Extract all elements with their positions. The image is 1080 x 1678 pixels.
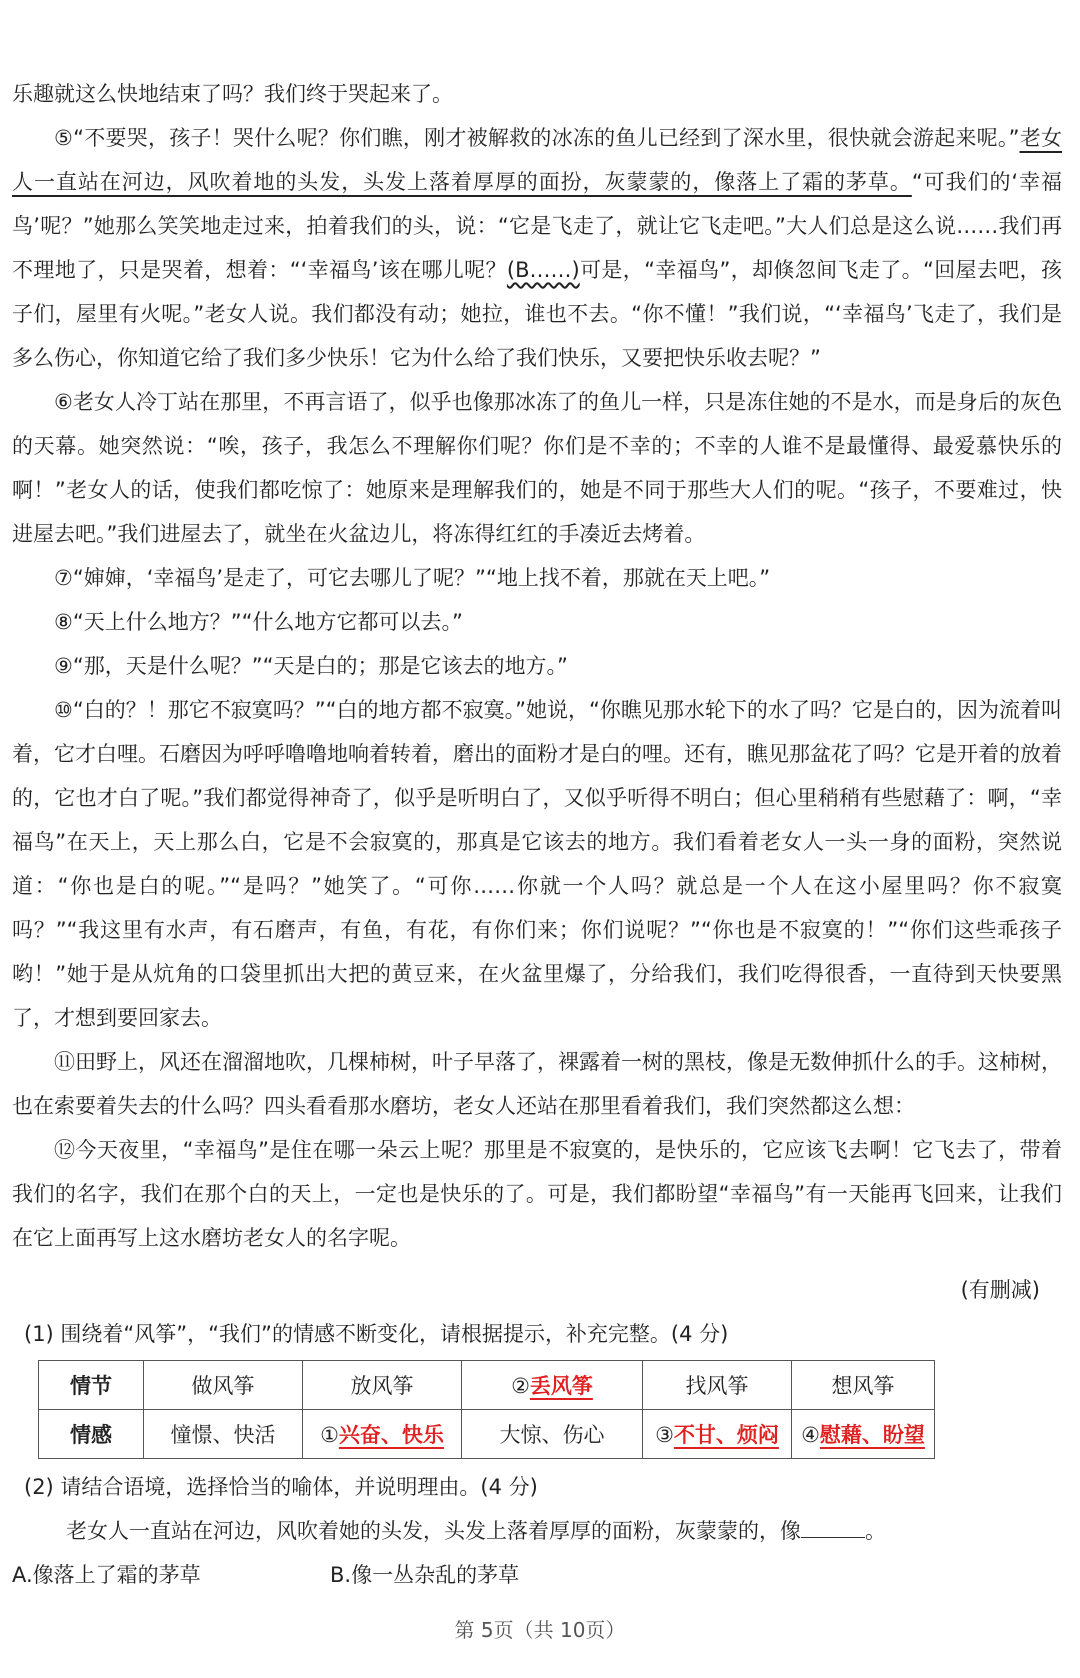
paragraph-8: ⑧“天上什么地方？”“什么地方它都可以去。” xyxy=(54,610,463,634)
plot-emotion-table xyxy=(38,1360,935,1459)
paragraph-12: ⑫今天夜里，“幸福鸟”是住在哪一朵云上呢？那里是不寂寞的，是快乐的，它应该飞去啊！它飞去了，带着我们的名字，我们在那个白的天上，一定也是快乐的了。可是，我们都盼望“幸福鸟”有一天能再飞回来，让我们在它上面再写上这水磨坊老女人的名字呢。 xyxy=(12,1138,1062,1250)
answer-number: ① xyxy=(320,1423,339,1447)
option-b: B.像一丛杂乱的茅草 xyxy=(330,1563,520,1587)
answer-number: ② xyxy=(511,1374,530,1398)
underlined-sentence: 老女人一直站在河边，风吹着地的头发，头发上落着厚厚的面扮，灰蒙蒙的，像落上了霜的茅草。 xyxy=(12,126,1062,194)
paragraph-11: ⑪田野上，风还在溜溜地吹，几棵柿树，叶子早落了，裸露着一树的黑枝，像是无数伸抓什么的手。这柿树，也在索要着失去的什么吗？四头看看那水磨坊，老女人还站在那里看着我们，我们突然都这么想： xyxy=(12,1050,1062,1118)
sentence-text: 老女人一直站在河边，风吹着她的头发，头发上落着厚厚的面粉，灰蒙蒙的，像 xyxy=(66,1519,801,1543)
plot-cell: 找风筝 xyxy=(643,1361,792,1410)
answer-number: ③ xyxy=(655,1423,674,1447)
handwritten-mark: (B……) xyxy=(506,258,580,282)
emotion-cell: 大惊、伤心 xyxy=(462,1410,643,1459)
paragraph-9: ⑨“那，天是什么呢？”“天是白的；那是它该去的地方。” xyxy=(54,654,568,678)
abridged-note: (有删减) xyxy=(960,1278,1040,1302)
paragraph-6: ⑥老女人冷丁站在那里，不再言语了，似乎也像那冰冻了的鱼儿一样，只是冻住她的不是水，而是身后的灰色的天幕。她突然说：“唉，孩子，我怎么不理解你们呢？你们是不幸的；不幸的人谁不是最懂得、最爱慕快乐的啊！”老女人的话，使我们都吃惊了：她原来是理解我们的，她是不同于那些大人们的呢。“孩子，不要难过，快进屋去吧。”我们进屋去了，就坐在火盆边儿，将冻得红红的手凑近去烤着。 xyxy=(12,390,1062,546)
option-a: A.像落上了霜的茅草 xyxy=(12,1563,201,1587)
answer-number: ④ xyxy=(801,1423,820,1447)
plot-row-header: 情节 xyxy=(39,1361,144,1410)
answer-text: 丢风筝 xyxy=(529,1374,593,1398)
paragraph-5-part-b: “可我们的‘幸福鸟’呢？”她那么笑笑地走过来，拍着我们的头，说：“它是飞走了，就让它飞走吧。”大人们总是这么说……我们再不理地了，只是哭着，想着：“‘幸福鸟’该在哪儿呢？ xyxy=(12,170,1062,282)
emotion-row-header: 情感 xyxy=(39,1410,144,1459)
answer-text: 慰藉、盼望 xyxy=(819,1423,925,1447)
plot-cell: 做风筝 xyxy=(144,1361,303,1410)
answer-text: 不甘、烦闷 xyxy=(673,1423,779,1447)
reading-passage xyxy=(12,72,1062,1597)
table-row xyxy=(39,1361,935,1410)
paragraph-continuation: 乐趣就这么快地结束了吗？我们终于哭起来了。 xyxy=(12,82,453,106)
paragraph-5-part-a: ⑤“不要哭，孩子！哭什么呢？你们瞧，刚才被解救的冰冻的鱼儿已经到了深水里，很快就会游起来呢。” xyxy=(54,126,1020,150)
paragraph-10: ⑩“白的？！那它不寂寞吗？”“白的地方都不寂寞。”她说，“你瞧见那水轮下的水了吗？它是白的，因为流着叫着，它才白哩。石磨因为呼呼噜噜地响着转着，磨出的面粉才是白的哩。还有，瞧见那盆花了吗？它是开着的放着的，它也才白了呢。”我们都觉得神奇了，似乎是听明白了，又似乎听得不明白；但心里稍稍有些慰藉了：啊，“幸福鸟”在天上，天上那么白，它是不会寂寞的，那真是它该去的地方。我们看着老女人一头一身的面粉，突然说道：“你也是白的呢。”“是吗？”她笑了。“可你……你就一个人吗？就总是一个人在这小屋里吗？你不寂寞吗？”“我这里有水声，有石磨声，有鱼，有花，有你们来；你们说呢？”“你也是不寂寞的！”“你们这些乖孩子哟！”她于是从炕角的口袋里抓出大把的黄豆来，在火盆里爆了，分给我们，我们吃得很香，一直待到天快要黑了，才想到要回家去。 xyxy=(12,698,1062,1030)
answer-text: 兴奋、快乐 xyxy=(338,1423,444,1447)
page-number: 第 5页（共 10页） xyxy=(454,1618,626,1642)
emotion-cell-answer xyxy=(643,1410,792,1459)
emotion-cell-answer xyxy=(303,1410,462,1459)
table-row xyxy=(39,1410,935,1459)
question-1-prompt: (1) 围绕着“风筝”，“我们”的情感不断变化，请根据提示，补充完整。(4 分) xyxy=(24,1322,729,1346)
emotion-cell: 憧憬、快活 xyxy=(144,1410,303,1459)
answer-blank xyxy=(801,1517,865,1538)
sentence-end: 。 xyxy=(865,1519,886,1543)
question-2-options xyxy=(12,1553,1062,1597)
question-2-prompt: (2) 请结合语境，选择恰当的喻体，并说明理由。(4 分) xyxy=(24,1475,538,1499)
plot-cell-answer xyxy=(462,1361,643,1410)
question-2-sentence xyxy=(66,1509,1062,1553)
plot-cell: 放风筝 xyxy=(303,1361,462,1410)
paragraph-5 xyxy=(12,116,1062,380)
emotion-cell-answer xyxy=(792,1410,935,1459)
paragraph-7: ⑦“婶婶，‘幸福鸟’是走了，可它去哪儿了呢？”“地上找不着，那就在天上吧。” xyxy=(54,566,771,590)
plot-cell: 想风筝 xyxy=(792,1361,935,1410)
paragraph-5-part-c: 可是，“幸福鸟”，却倏忽间飞走了。“回屋去吧，孩子们，屋里有火呢。”老女人说。我们都没有动；她拉，谁也不去。“你不懂！”我们说，“‘幸福鸟’飞走了，我们是多么伤心，你知道它给了我们多少快乐！它为什么给了我们快乐，又要把快乐收去呢？” xyxy=(12,258,1063,370)
